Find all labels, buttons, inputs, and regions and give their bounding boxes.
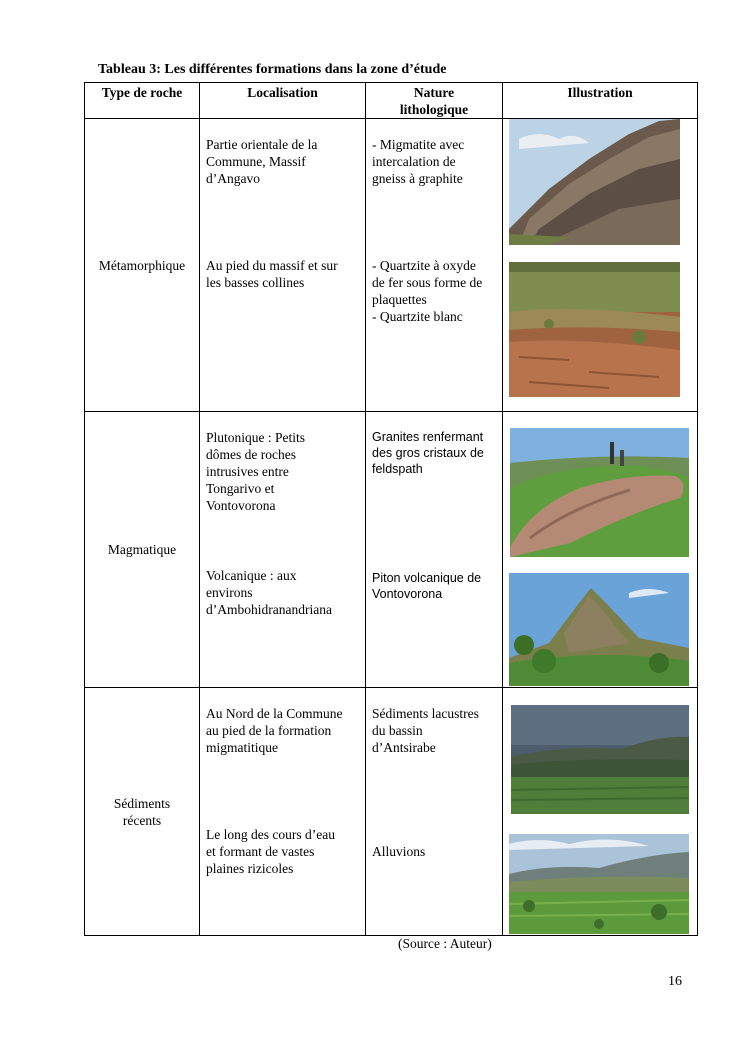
rock-type-cell: Métamorphique (85, 119, 200, 412)
nature-text: Sédiments lacustres du bassin d’Antsirabe (372, 706, 479, 755)
localisation-cell (200, 688, 366, 936)
table-caption: Tableau 3: Les différentes formations dans la zone d’étude (98, 62, 447, 77)
localisation-text: Partie orientale de la Commune, Massif d’Angavo (206, 137, 318, 186)
red-soil-field-photo (509, 262, 680, 397)
nature-text: Piton volcanique de Vontovorona (372, 571, 482, 601)
nature-text: Alluvions (372, 844, 426, 859)
source-note: (Source : Auteur) (398, 936, 492, 951)
lake-basin-photo (511, 705, 689, 814)
rock-type-cell: Magmatique (85, 412, 200, 688)
header-type: Type de roche (85, 83, 200, 119)
formations-table (84, 82, 698, 936)
rock-cliff-photo (509, 119, 680, 245)
header-localisation: Localisation (200, 83, 366, 119)
page-number: 16 (668, 974, 682, 989)
illustration-cell (503, 412, 698, 688)
nature-cell (366, 412, 503, 688)
volcanic-peak-photo (509, 573, 689, 686)
header-nature: Nature lithologique (366, 83, 503, 119)
localisation-cell (200, 119, 366, 412)
table-row (85, 119, 698, 412)
illustration-cell (503, 688, 698, 936)
granite-dome-photo (510, 428, 689, 557)
localisation-text: Au pied du massif et sur les basses collines (206, 258, 338, 290)
rice-plain-photo (509, 834, 689, 934)
localisation-cell (200, 412, 366, 688)
nature-text: - Migmatite avec intercalation de gneiss à graphite (372, 137, 465, 186)
table-row (85, 688, 698, 936)
nature-cell (366, 688, 503, 936)
table-header-row (85, 83, 698, 119)
nature-cell (366, 119, 503, 412)
localisation-text: Le long des cours d’eau et formant de vastes plaines rizicoles (206, 827, 335, 876)
localisation-text: Plutonique : Petits dômes de roches intrusives entre Tongarivo et Vontovorona (206, 430, 306, 513)
table-row (85, 412, 698, 688)
localisation-text: Au Nord de la Commune au pied de la formation migmatitique (206, 706, 343, 755)
localisation-text: Volcanique : aux environs d’Ambohidranandriana (206, 568, 332, 617)
rock-type-cell: Sédiments récents (85, 688, 200, 936)
illustration-cell (503, 119, 698, 412)
nature-text: Granites renfermant des gros cristaux de feldspath (372, 430, 484, 476)
nature-text: - Quartzite à oxyde de fer sous forme de plaquettes - Quartzite blanc (372, 258, 483, 324)
header-illustration: Illustration (503, 83, 698, 119)
